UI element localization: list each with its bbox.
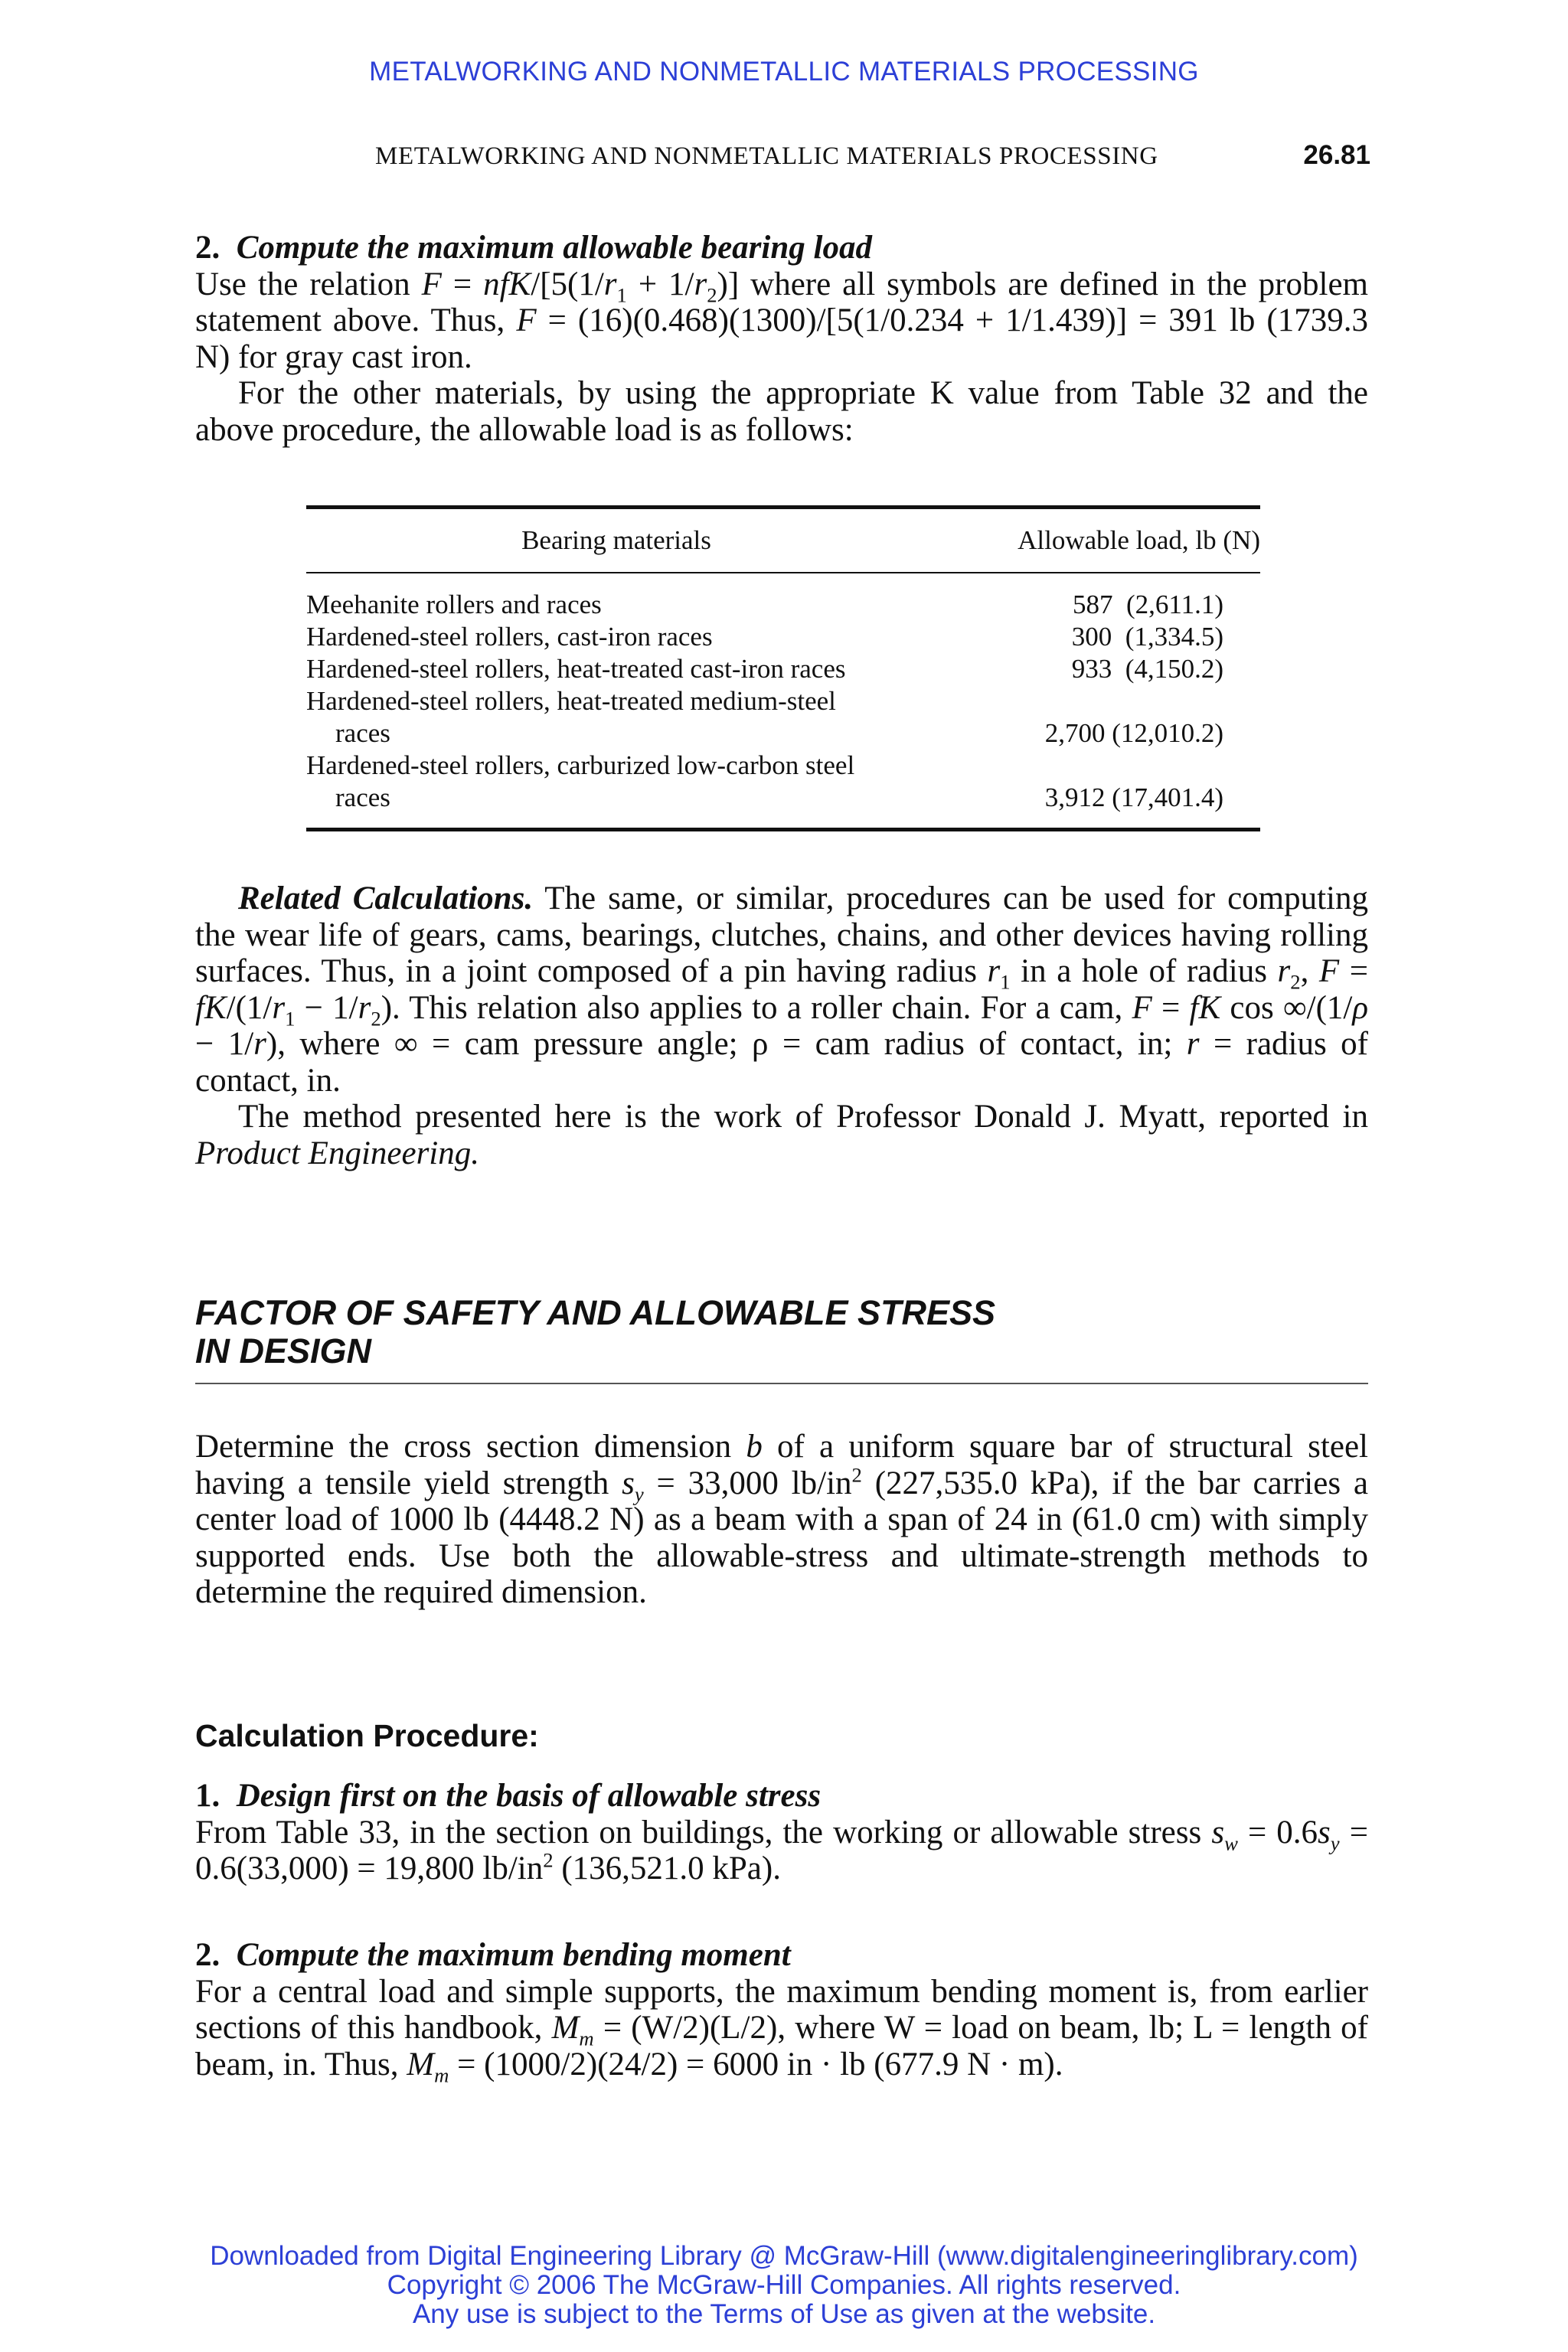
material-cell: Hardened-steel rollers, carburized low-carbon steel [306,750,855,780]
download-footer[interactable] [0,2242,1568,2329]
material-cell: Hardened-steel rollers, cast-iron races [306,622,713,652]
table-row [306,621,1260,653]
col-header-load: Allowable load, lb (N) [1018,525,1260,555]
col-header-materials: Bearing materials [521,525,711,555]
step-2b-paragraph: For a central load and simple supports, the maximum bending moment is, from earlier sections of this handbook, $M_m = (W/2)(L/2)$, where W = load on beam, lb; L = length of beam, in. Thus, $M_m = (1000/2)(24/2) = 6000$ in · lb (677.9 N · m). [195,1973,1368,2087]
footer-line-1[interactable]: Downloaded from Digital Engineering Library @ McGraw-Hill (www.digitalengineeringlibrary.com) [210,2241,1358,2271]
calculation-procedure-heading: Calculation Procedure: [195,1718,539,1753]
procedure-step-2 [195,1937,1368,2087]
running-head: METALWORKING AND NONMETALLIC MATERIALS PROCESSING [375,142,1158,170]
page-number: 26.81 [1303,140,1370,170]
load-cell: 300 (1,334.5) [1071,622,1223,652]
table-body [306,573,1260,828]
table-row [306,750,1260,814]
related-paragraph-1: Related Calculations. The same, or similar, procedures can be used for computing the wear life of gears, cams, bearings, clutches, chains, and other devices having rolling surfaces. Thus, in a joint composed of a pin having radius $r_1$ in a hole of radius $r_2$, $F = fK/(1/r_1 - 1/r_2)$. This relation also applies to a roller chain. For a cam, F = fK cos ∞/(1/ρ − 1/r), where ∞ = cam pressure angle; ρ = cam radius of contact, in; r = radius of contact, in. [195,880,1368,1099]
step-2-heading [195,230,1368,266]
step-title: Compute the maximum allowable bearing load [236,230,872,266]
load-cell: 587 (2,611.1) [1072,590,1223,619]
load-cell: 2,700 (12,010.2) [1044,718,1223,748]
related-lead: Related Calculations. [238,880,534,916]
material-cell-cont: races [335,782,390,812]
material-cell: Meehanite rollers and races [306,590,602,619]
allowable-load-table [306,505,1260,831]
table-row [306,685,1260,750]
problem-statement: Determine the cross section dimension b of a uniform square bar of structural steel having a tensile yield strength $s_y = 33,000$ $lb/in^2$ (227,535.0 kPa), if the bar carries a center load of 1000 lb (4448.2 N) as a beam with a span of 24 in (61.0 cm) with simply supported ends. Use both the allowable-stress and ultimate-strength methods to determine the required dimension. [195,1429,1368,1610]
material-cell: Hardened-steel rollers, heat-treated cast-iron races [306,654,846,684]
step-2-block [195,230,1368,448]
related-paragraph-2: The method presented here is the work of Professor Donald J. Myatt, reported in Product Engineering. [195,1099,1368,1171]
page-banner-link[interactable]: METALWORKING AND NONMETALLIC MATERIALS PROCESSING [369,57,1199,87]
footer-line-3: Any use is subject to the Terms of Use as given at the website. [412,2299,1156,2329]
step-1-paragraph: From Table 33, in the section on buildings, the working or allowable stress $s_w = 0.6s_y = 0.6(33,000) = 19,800$ $lb/in^2$ (136,521.0 kPa). [195,1814,1368,1886]
section-title: FACTOR OF SAFETY AND ALLOWABLE STRESS IN DESIGN [195,1293,996,1370]
material-cell-cont: races [335,718,390,748]
material-cell: Hardened-steel rollers, heat-treated medium-steel [306,686,836,716]
footer-line-2: Copyright © 2006 The McGraw-Hill Companies. All rights reserved. [387,2270,1181,2300]
table-bottom-rule [306,828,1260,831]
step-2-paragraph-1: Use the relation F = nfK/$[5(1/r_1 + 1/r_2)]$ where all symbols are defined in the problem statement above. Thus, F = (16)(0.468)(1300)/[5(1/0.234 + 1/1.439)] = 391 lb (1739.3 N) for gray cast iron. [195,266,1368,375]
table-row [306,653,1260,685]
step-2-paragraph-2: For the other materials, by using the appropriate K value from Table 32 and the above procedure, the allowable load is as follows: [195,375,1368,448]
section-rule [195,1383,1368,1384]
step-1-heading: 1. Design first on the basis of allowable stress [195,1778,822,1814]
load-cell: 933 (4,150.2) [1071,654,1223,684]
procedure-step-1 [195,1778,1368,1887]
related-calculations [195,880,1368,1171]
step-2b-heading: 2. Compute the maximum bending moment [195,1937,791,1973]
load-cell: 3,912 (17,401.4) [1044,782,1223,812]
step-number: 2. [195,230,220,266]
table-header [306,509,1260,572]
publication-title: Product Engineering. [195,1135,480,1171]
table-row [306,589,1260,621]
